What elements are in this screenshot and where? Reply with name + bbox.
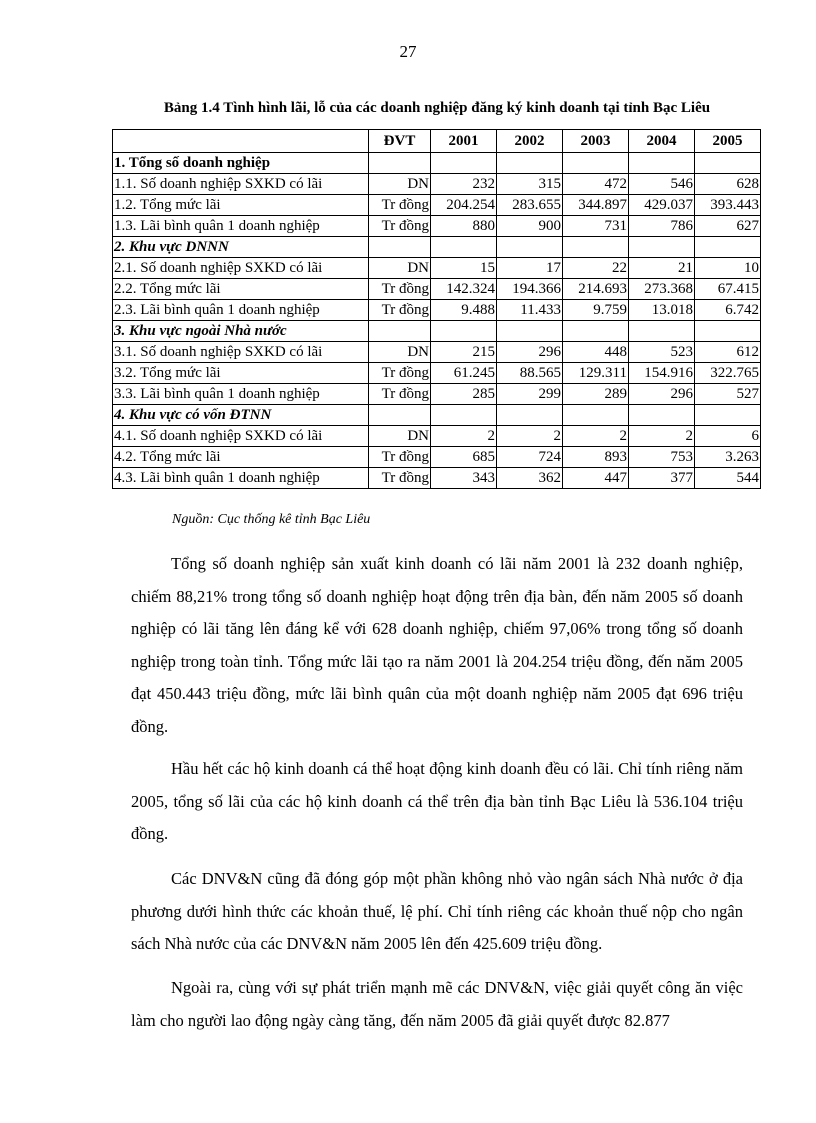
row-unit bbox=[369, 153, 431, 174]
row-value-cell: 13.018 bbox=[629, 300, 695, 321]
header-cell-year: 2004 bbox=[629, 130, 695, 153]
table-row bbox=[113, 384, 761, 405]
table-header-row bbox=[113, 130, 761, 153]
row-unit: Tr đồng bbox=[369, 384, 431, 405]
row-value-cell: 343 bbox=[431, 468, 497, 489]
row-label: 1.1. Số doanh nghiệp SXKD có lãi bbox=[113, 174, 369, 195]
row-unit: DN bbox=[369, 342, 431, 363]
row-value-cell: 9.488 bbox=[431, 300, 497, 321]
row-value-cell: 214.693 bbox=[563, 279, 629, 300]
table-row bbox=[113, 258, 761, 279]
row-value-cell: 880 bbox=[431, 216, 497, 237]
row-value-cell: 893 bbox=[563, 447, 629, 468]
row-value-cell: 232 bbox=[431, 174, 497, 195]
row-value-cell: 612 bbox=[695, 342, 761, 363]
row-label: 4. Khu vực có vốn ĐTNN bbox=[113, 405, 369, 426]
table-body bbox=[113, 130, 761, 489]
row-value-cell: 2 bbox=[497, 426, 563, 447]
header-cell-label bbox=[113, 130, 369, 153]
row-value-cell bbox=[497, 321, 563, 342]
row-value-cell bbox=[431, 405, 497, 426]
row-value-cell: 6 bbox=[695, 426, 761, 447]
row-value-cell: 9.759 bbox=[563, 300, 629, 321]
row-value-cell: 447 bbox=[563, 468, 629, 489]
row-value-cell bbox=[563, 153, 629, 174]
row-label: 1. Tổng số doanh nghiệp bbox=[113, 153, 369, 174]
row-label: 2.3. Lãi bình quân 1 doanh nghiệp bbox=[113, 300, 369, 321]
row-value-cell: 15 bbox=[431, 258, 497, 279]
row-value-cell: 627 bbox=[695, 216, 761, 237]
row-value-cell bbox=[695, 153, 761, 174]
row-value-cell: 628 bbox=[695, 174, 761, 195]
row-unit: Tr đồng bbox=[369, 195, 431, 216]
row-label: 4.2. Tổng mức lãi bbox=[113, 447, 369, 468]
header-cell-year: 2001 bbox=[431, 130, 497, 153]
row-label: 3.1. Số doanh nghiệp SXKD có lãi bbox=[113, 342, 369, 363]
row-value-cell: 2 bbox=[629, 426, 695, 447]
row-unit: Tr đồng bbox=[369, 300, 431, 321]
table-caption: Bảng 1.4 Tình hình lãi, lỗ của các doanh nghiệp đăng ký kinh doanh tại tỉnh Bạc Liêu bbox=[163, 100, 711, 116]
row-value-cell: 527 bbox=[695, 384, 761, 405]
table-section-row bbox=[113, 153, 761, 174]
row-value-cell: 393.443 bbox=[695, 195, 761, 216]
row-value-cell: 546 bbox=[629, 174, 695, 195]
row-unit bbox=[369, 321, 431, 342]
table-row bbox=[113, 363, 761, 384]
row-value-cell: 273.368 bbox=[629, 279, 695, 300]
row-label: 2.2. Tổng mức lãi bbox=[113, 279, 369, 300]
row-value-cell: 448 bbox=[563, 342, 629, 363]
row-unit: DN bbox=[369, 258, 431, 279]
row-value-cell: 285 bbox=[431, 384, 497, 405]
table-row bbox=[113, 447, 761, 468]
row-value-cell bbox=[497, 405, 563, 426]
row-value-cell: 21 bbox=[629, 258, 695, 279]
row-unit bbox=[369, 405, 431, 426]
table-section-row bbox=[113, 321, 761, 342]
paragraph-4: Ngoài ra, cùng với sự phát triển mạnh mẽ các DNV&N, việc giải quyết công ăn việc làm cho người lao động ngày càng tăng, đến năm 2005 đã giải quyết được 82.877 bbox=[131, 978, 743, 1030]
row-value-cell bbox=[431, 153, 497, 174]
row-value-cell: 204.254 bbox=[431, 195, 497, 216]
row-value-cell: 6.742 bbox=[695, 300, 761, 321]
row-value-cell bbox=[563, 321, 629, 342]
row-value-cell: 472 bbox=[563, 174, 629, 195]
row-value-cell: 3.263 bbox=[695, 447, 761, 468]
row-value-cell bbox=[497, 237, 563, 258]
paragraph-1: Tổng số doanh nghiệp sản xuất kinh doanh có lãi năm 2001 là 232 doanh nghiệp, chiếm 88,21% trong tổng số doanh nghiệp hoạt động trên địa bàn, đến năm 2005 số doanh nghiệp có lãi tăng lên đáng kể với 628 doanh nghiệp, chiếm 97,06% trong tổng số doanh nghiệp trong toàn tỉnh. Tổng mức lãi tạo ra năm 2001 là 204.254 triệu đồng, đến năm 2005 đạt 450.443 triệu đồng, mức lãi bình quân của một doanh nghiệp năm 2005 đạt 696 triệu đồng. bbox=[131, 554, 743, 736]
table-row bbox=[113, 216, 761, 237]
row-value-cell: 88.565 bbox=[497, 363, 563, 384]
row-value-cell: 22 bbox=[563, 258, 629, 279]
row-value-cell bbox=[695, 405, 761, 426]
row-value-cell bbox=[695, 237, 761, 258]
row-value-cell bbox=[629, 153, 695, 174]
row-value-cell: 61.245 bbox=[431, 363, 497, 384]
row-value-cell: 724 bbox=[497, 447, 563, 468]
row-value-cell: 753 bbox=[629, 447, 695, 468]
row-value-cell: 283.655 bbox=[497, 195, 563, 216]
table-row bbox=[113, 279, 761, 300]
row-value-cell bbox=[563, 237, 629, 258]
row-value-cell: 544 bbox=[695, 468, 761, 489]
row-value-cell: 429.037 bbox=[629, 195, 695, 216]
table-row bbox=[113, 342, 761, 363]
table-row bbox=[113, 468, 761, 489]
table-row bbox=[113, 174, 761, 195]
row-value-cell bbox=[431, 321, 497, 342]
row-value-cell: 154.916 bbox=[629, 363, 695, 384]
row-value-cell: 731 bbox=[563, 216, 629, 237]
row-label: 3.3. Lãi bình quân 1 doanh nghiệp bbox=[113, 384, 369, 405]
row-value-cell bbox=[695, 321, 761, 342]
row-value-cell: 523 bbox=[629, 342, 695, 363]
row-unit: Tr đồng bbox=[369, 468, 431, 489]
paragraph-3: Các DNV&N cũng đã đóng góp một phần không nhỏ vào ngân sách Nhà nước ở địa phương dưới hình thức các khoản thuế, lệ phí. Chỉ tính riêng các khoản thuế nộp cho ngân sách Nhà nước của các DNV&N năm 2005 lên đến 425.609 triệu đồng. bbox=[131, 869, 743, 953]
table-row bbox=[113, 426, 761, 447]
row-label: 1.3. Lãi bình quân 1 doanh nghiệp bbox=[113, 216, 369, 237]
row-value-cell: 786 bbox=[629, 216, 695, 237]
row-value-cell: 11.433 bbox=[497, 300, 563, 321]
row-value-cell: 296 bbox=[497, 342, 563, 363]
header-cell-year: 2002 bbox=[497, 130, 563, 153]
row-value-cell: 67.415 bbox=[695, 279, 761, 300]
row-unit: DN bbox=[369, 426, 431, 447]
row-unit: Tr đồng bbox=[369, 216, 431, 237]
row-label: 4.3. Lãi bình quân 1 doanh nghiệp bbox=[113, 468, 369, 489]
row-value-cell: 299 bbox=[497, 384, 563, 405]
row-value-cell: 322.765 bbox=[695, 363, 761, 384]
table-row bbox=[113, 300, 761, 321]
row-value-cell bbox=[629, 405, 695, 426]
table-row bbox=[113, 195, 761, 216]
row-value-cell bbox=[563, 405, 629, 426]
row-value-cell: 900 bbox=[497, 216, 563, 237]
row-unit: Tr đồng bbox=[369, 279, 431, 300]
table-source-note: Nguồn: Cục thống kê tỉnh Bạc Liêu bbox=[172, 512, 371, 527]
row-unit: Tr đồng bbox=[369, 447, 431, 468]
header-cell-unit: ĐVT bbox=[369, 130, 431, 153]
row-value-cell: 685 bbox=[431, 447, 497, 468]
row-value-cell: 17 bbox=[497, 258, 563, 279]
row-value-cell: 344.897 bbox=[563, 195, 629, 216]
row-value-cell: 2 bbox=[563, 426, 629, 447]
row-label: 1.2. Tổng mức lãi bbox=[113, 195, 369, 216]
row-value-cell bbox=[629, 321, 695, 342]
header-cell-year: 2005 bbox=[695, 130, 761, 153]
page-number: 27 bbox=[399, 42, 417, 61]
row-value-cell: 10 bbox=[695, 258, 761, 279]
row-value-cell: 129.311 bbox=[563, 363, 629, 384]
row-value-cell: 362 bbox=[497, 468, 563, 489]
table-section-row bbox=[113, 237, 761, 258]
header-cell-year: 2003 bbox=[563, 130, 629, 153]
row-label: 2.1. Số doanh nghiệp SXKD có lãi bbox=[113, 258, 369, 279]
row-value-cell: 2 bbox=[431, 426, 497, 447]
row-value-cell: 194.366 bbox=[497, 279, 563, 300]
row-value-cell: 377 bbox=[629, 468, 695, 489]
row-value-cell: 215 bbox=[431, 342, 497, 363]
row-value-cell: 315 bbox=[497, 174, 563, 195]
row-value-cell bbox=[497, 153, 563, 174]
row-label: 3. Khu vực ngoài Nhà nước bbox=[113, 321, 369, 342]
row-unit: DN bbox=[369, 174, 431, 195]
row-label: 4.1. Số doanh nghiệp SXKD có lãi bbox=[113, 426, 369, 447]
row-unit bbox=[369, 237, 431, 258]
row-value-cell: 142.324 bbox=[431, 279, 497, 300]
table-section-row bbox=[113, 405, 761, 426]
row-label: 2. Khu vực DNNN bbox=[113, 237, 369, 258]
row-value-cell bbox=[431, 237, 497, 258]
row-label: 3.2. Tổng mức lãi bbox=[113, 363, 369, 384]
row-value-cell bbox=[629, 237, 695, 258]
profit-loss-table bbox=[112, 129, 761, 489]
row-value-cell: 289 bbox=[563, 384, 629, 405]
row-value-cell: 296 bbox=[629, 384, 695, 405]
row-unit: Tr đồng bbox=[369, 363, 431, 384]
paragraph-2: Hầu hết các hộ kinh doanh cá thể hoạt động kinh doanh đều có lãi. Chỉ tính riêng năm 2005, tổng số lãi của các hộ kinh doanh cá thể trên địa bàn tỉnh Bạc Liêu là 536.104 triệu đồng. bbox=[131, 759, 743, 843]
